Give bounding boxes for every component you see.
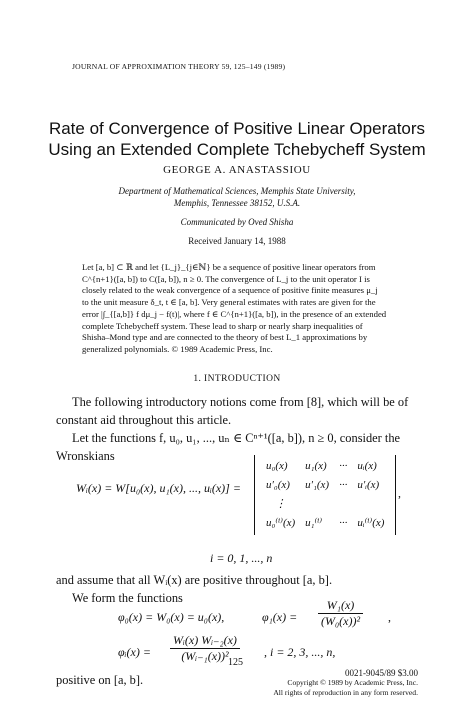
index-range: i = 0, 1, ..., n [210,551,273,565]
phi1-numerator: W₁(x) [318,598,363,614]
abstract-line: generalized polynomials. © 1989 Academic Press, Inc. [82,343,273,354]
title-line-1: Rate of Convergence of Positive Linear Operators [48,119,426,138]
matrix-cell: uᵢ⁽ⁱ⁾(x) [357,517,385,529]
phii-numerator: Wᵢ(x) Wᵢ₋₂(x) [170,633,240,649]
phi1-tail: , [388,610,391,624]
page-number: 125 [228,657,243,668]
abstract-line: to the unit measure δ_t, t ∈ [a, b]. Very general estimates with rates are given for the [82,297,376,308]
paragraph-line: Let the functions f, u₀, u₁, ..., uₙ ∈ Cⁿ⁺¹([a, b]), n ≥ 0, consider the [72,431,401,445]
matrix-cell: u₁(x) [305,460,327,472]
paragraph-line: and assume that all Wᵢ(x) are positive throughout [a, b]. [56,573,333,587]
received-date: Received January 14, 1988 [188,236,286,246]
journal-header: JOURNAL OF APPROXIMATION THEORY 59, 125–149 (1989) [72,62,286,71]
abstract-line: error |∫_{[a,b]} f dμ_j − f(t)|, where f ∈ C^{n+1}([a, b]), in the presence of an extended [82,308,387,319]
matrix-cell: ··· [339,517,348,529]
phi1-lhs: φ₁(x) = [262,610,298,624]
matrix-trailing-comma: , [398,486,401,500]
paper-title [0,118,474,160]
matrix-cell: u′ᵢ(x) [357,479,380,491]
wronskian-lhs: Wᵢ(x) = W[u₀(x), u₁(x), ..., uᵢ(x)] = [76,481,241,495]
phi0-equation: φ₀(x) = W₀(x) = u₀(x), [118,610,225,624]
abstract-line: complete Tchebycheff system. These lead to sharp or nearly sharp inequalities of [82,320,363,331]
matrix-cell: u₀⁽ⁱ⁾(x) [266,517,296,529]
copyright-footer [273,668,418,698]
paragraph-line: constant aid throughout this article. [56,413,232,427]
matrix-cell [334,495,352,514]
matrix-cell: ⋮ [275,498,287,510]
matrix-cell: u′₁(x) [305,479,330,491]
matrix-cell: uᵢ(x) [357,460,377,472]
footer-copyright: Copyright © 1989 by Academic Press, Inc. [287,678,418,687]
matrix-cell [352,495,389,514]
matrix-cell: u′₀(x) [266,479,290,491]
phii-lhs: φᵢ(x) = [118,645,151,659]
affiliation [0,185,474,209]
wronskian-matrix [254,455,396,535]
matrix-table [261,457,389,533]
phi1-denominator: (W₀(x))² [321,614,361,628]
abstract [82,262,394,356]
author-name: GEORGE A. ANASTASSIOU [163,164,311,176]
phii-denominator: (Wᵢ₋₁(x))² [181,649,229,663]
matrix-cell [300,495,334,514]
abstract-line: Shisha–Mond type and are connected to the theory of best L_1 approximations by [82,332,368,343]
footer-price: 0021-9045/89 $3.00 [345,668,418,678]
footer-rights: All rights of reproduction in any form reserved. [273,688,418,697]
intro-paragraph-2 [56,571,418,607]
communicated-by: Communicated by Oved Shisha [180,217,294,227]
abstract-line: C^{n+1}([a, b]) to C([a, b]), n ≥ 0. The convergence of L_j to the unit operator I is [82,273,370,284]
paragraph-line: The following introductory notions come from [8], which will be of [72,395,409,409]
affiliation-line-1: Department of Mathematical Sciences, Memphis State University, [118,186,356,196]
title-line-2: Using an Extended Complete Tchebycheff System [48,140,426,159]
matrix-cell: u₀(x) [266,460,288,472]
phi1-fraction [318,598,363,629]
matrix-cell: u₁⁽ⁱ⁾ [305,517,323,529]
affiliation-line-2: Memphis, Tennessee 38152, U.S.A. [173,198,301,208]
paragraph-line: positive on [a, b]. [56,673,144,687]
section-heading: 1. INTRODUCTION [193,374,281,384]
paragraph-line: Wronskians [56,449,115,463]
phii-tail: , i = 2, 3, ..., n, [264,645,336,659]
abstract-line: Let [a, b] ⊂ ℝ and let {L_j}_{j∈ℕ} be a sequence of positive linear operators from [82,262,376,272]
abstract-line: closely related to the weak convergence of a sequence of positive finite measures μ_j [82,285,378,296]
matrix-cell: ··· [339,460,348,472]
paragraph-line: We form the functions [72,591,183,605]
matrix-cell: ··· [339,479,348,491]
